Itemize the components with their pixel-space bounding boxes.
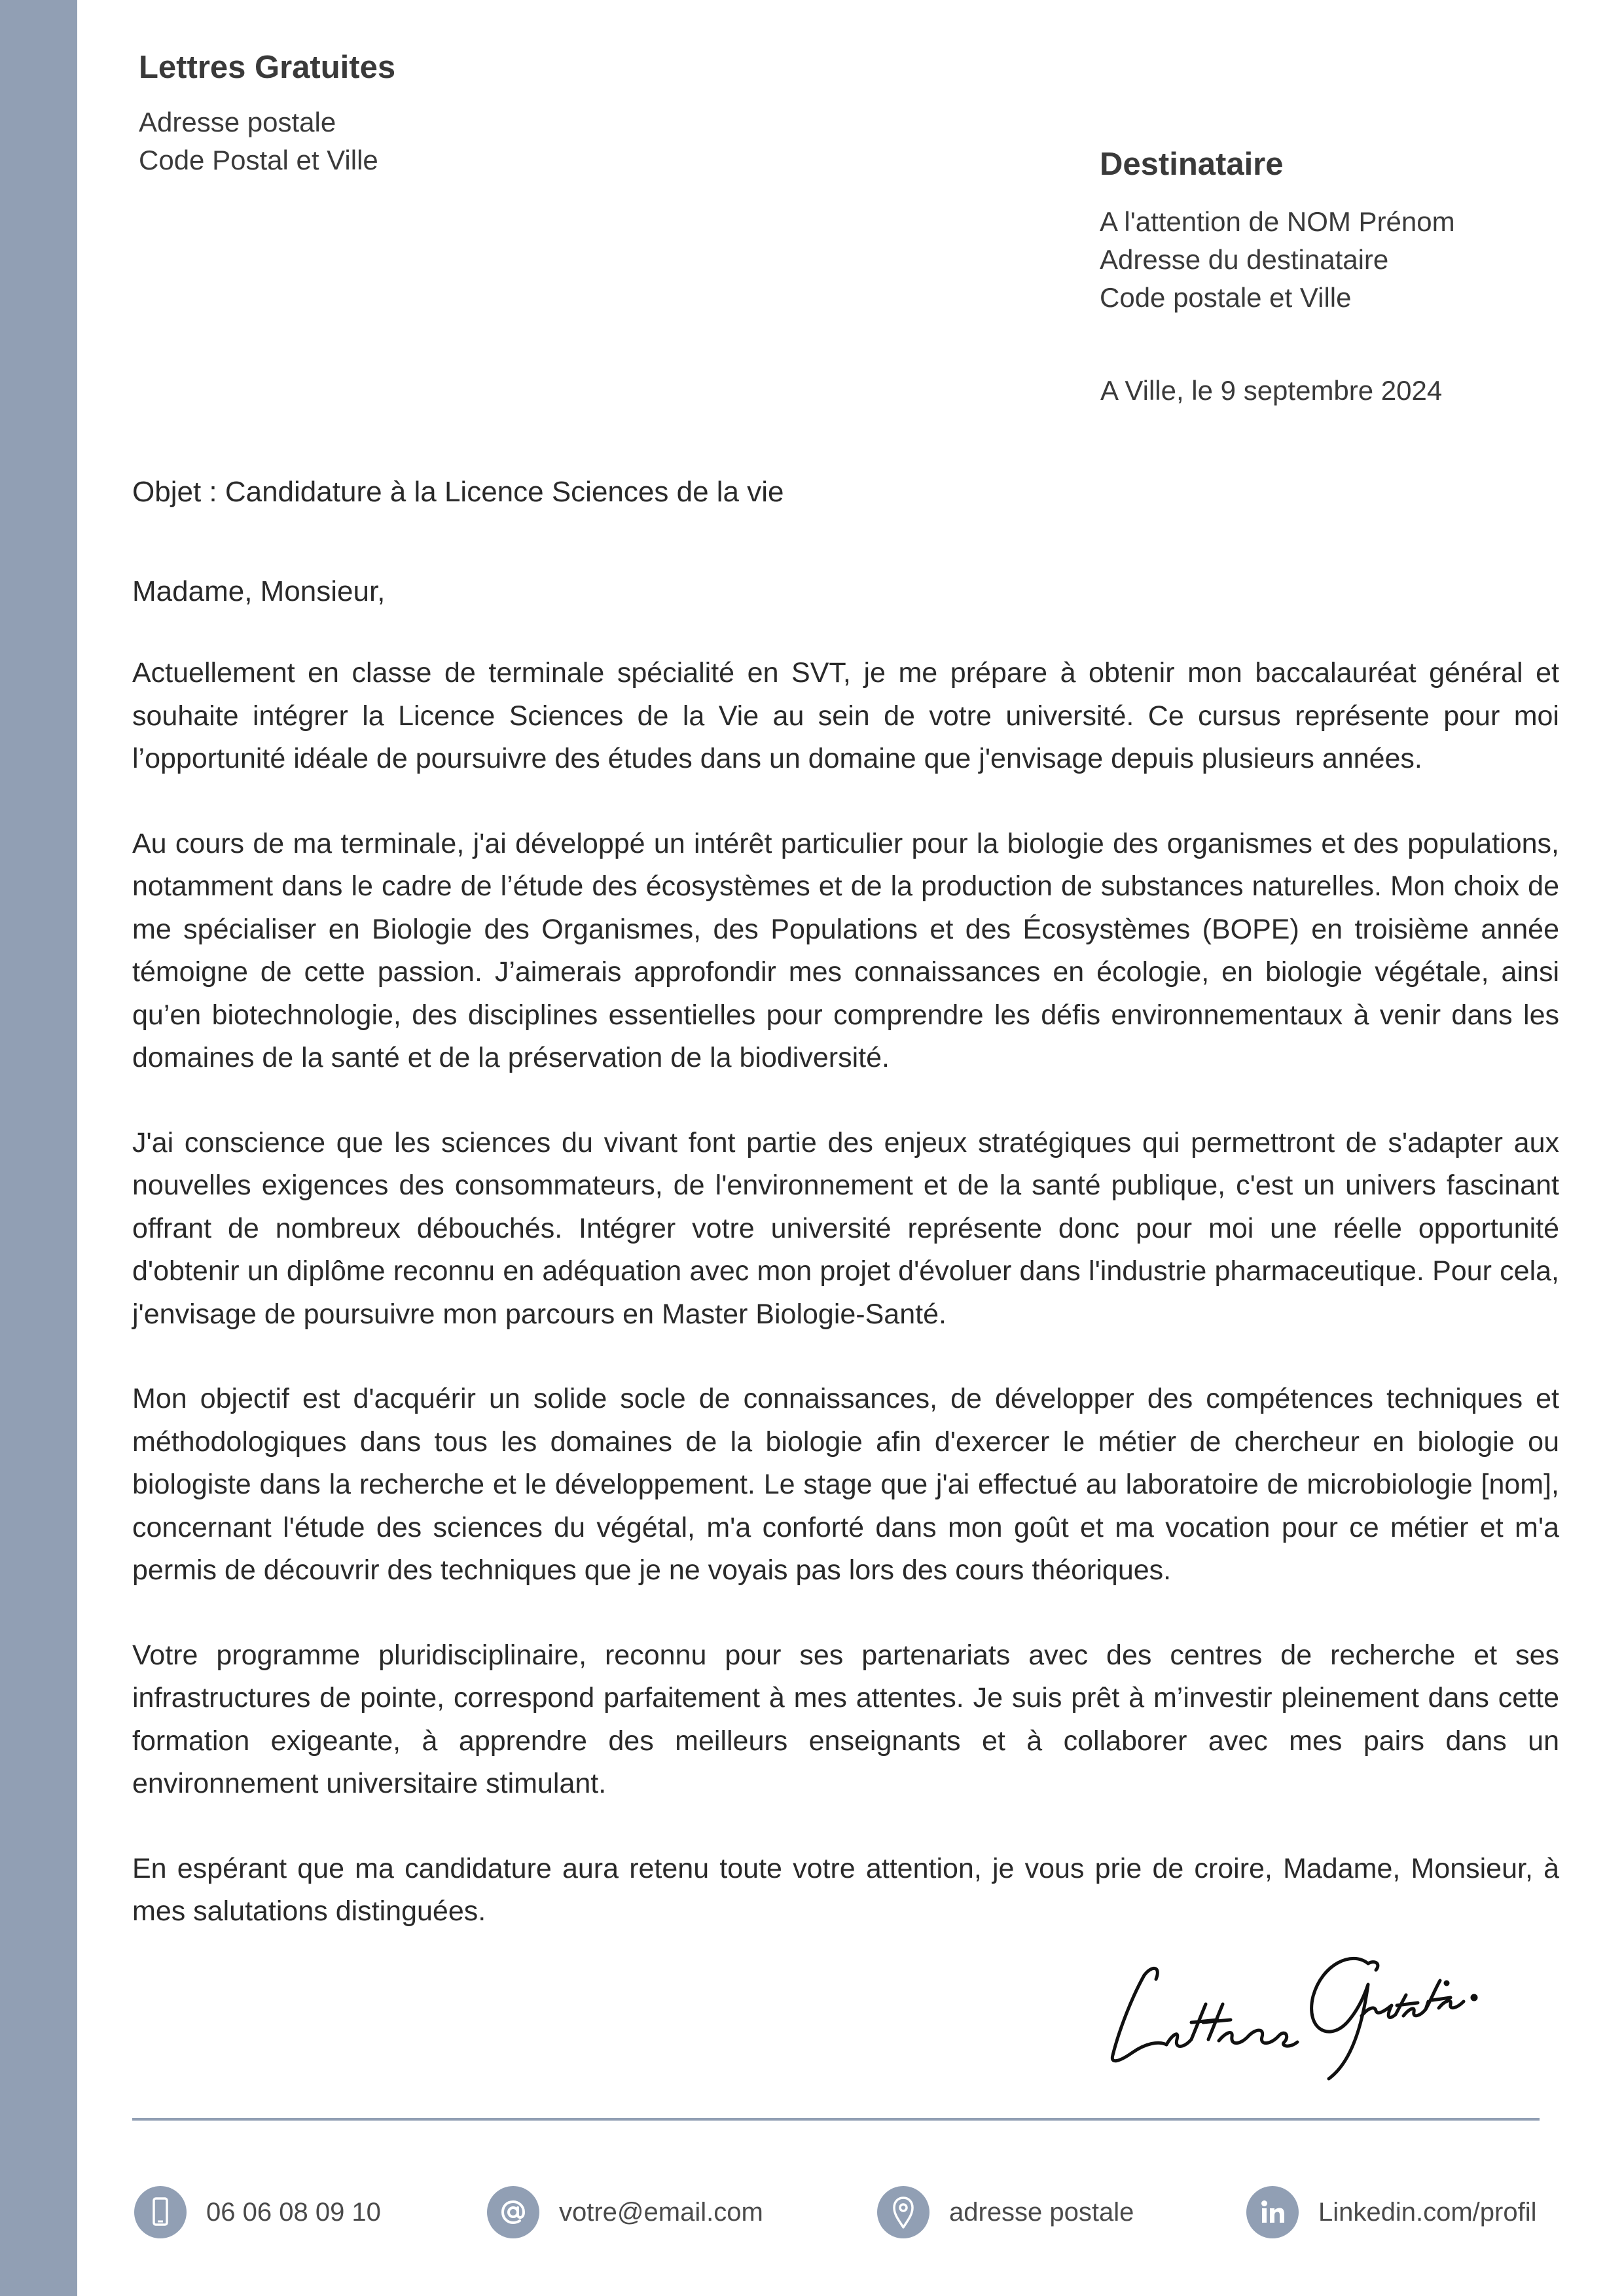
contact-linkedin: [1246, 2186, 1537, 2238]
body-paragraph: Au cours de ma terminale, j'ai développé un intérêt particulier pour la biologie des organismes et des populations, notamment dans le cadre de l’étude des écosystèmes et de la production de substances naturelles. Mon choix de me spécialiser en Biologie des Organismes, des Populations et des Écosystèmes (BOPE) en troisième année témoigne de cette passion. J’aimerais approfondir mes connaissances en écologie, en biologie végétale, ainsi qu’en biotechnologie, des disciplines essentielles pour comprendre les défis environnementaux à venir dans les domaines de la santé et de la préservation de la biodiversité.: [132, 827, 1559, 1073]
letter-subject: Objet : Candidature à la Licence Sciences de la vie: [132, 476, 784, 508]
body-paragraph: Actuellement en classe de terminale spécialité en SVT, je me prépare à obtenir mon baccalauréat général et souhaite intégrer la Licence Sciences de la Vie au sein de votre université. Ce cursus représente pour moi l’opportunité idéale de poursuivre des études dans un domaine que j'envisage depuis plusieurs années.: [132, 657, 1559, 774]
recipient-address: Adresse du destinataire: [1100, 244, 1389, 275]
linkedin-icon: [1246, 2186, 1299, 2238]
letter-date: A Ville, le 9 septembre 2024: [1100, 375, 1443, 406]
recipient-city: Code postale et Ville: [1100, 282, 1352, 313]
linkedin-profile: Linkedin.com/profil: [1318, 2197, 1537, 2227]
phone-number: 06 06 08 09 10: [206, 2197, 381, 2227]
contact-phone: [134, 2186, 381, 2238]
letter-salutation: Madame, Monsieur,: [132, 575, 386, 607]
recipient-attention: A l'attention de NOM Prénom: [1100, 206, 1455, 237]
contact-address: [877, 2186, 1134, 2238]
body-paragraph: Votre programme pluridisciplinaire, reconnu pour ses partenariats avec des centres de recherche et ses infrastructures de pointe, correspond parfaitement à mes attentes. Je suis prêt à m’investir pleinement dans cette formation exigeante, à apprendre des meilleurs enseignants et à collaborer avec mes pairs dans un environnement universitaire stimulant.: [132, 1639, 1559, 1799]
postal-address: adresse postale: [949, 2197, 1134, 2227]
phone-icon: [134, 2186, 187, 2238]
contact-email: [487, 2186, 763, 2238]
sender-city: Code Postal et Ville: [139, 145, 378, 175]
body-paragraph: En espérant que ma candidature aura retenu toute votre attention, je vous prie de croire, Madame, Monsieur, à mes salutations distinguées.: [132, 1852, 1559, 1927]
recipient-title: Destinataire: [1100, 147, 1284, 182]
sender-name: Lettres Gratuites: [139, 50, 396, 85]
at-sign-icon: [487, 2186, 539, 2238]
letter-body: [132, 652, 1559, 1975]
handwritten-signature: [1093, 1924, 1486, 2081]
footer-divider: [132, 2118, 1540, 2121]
side-band: [0, 0, 77, 2296]
body-paragraph: J'ai conscience que les sciences du vivant font partie des enjeux stratégiques qui permettront de s'adapter aux nouvelles exigences des consommateurs, de l'environnement et de la santé publique, c'est un univers fascinant offrant de nombreux débouchés. Intégrer votre université représente donc pour moi une réelle opportunité d'obtenir un diplôme reconnu en adéquation avec mon projet d'évoluer dans l'industrie pharmaceutique. Pour cela, j'envisage de poursuivre mon parcours en Master Biologie-Santé.: [132, 1126, 1559, 1330]
body-paragraph: Mon objectif est d'acquérir un solide socle de connaissances, de développer des compétences techniques et méthodologiques dans tous les domaines de la biologie afin d'exercer le métier de chercheur en biologie ou biologiste dans la recherche et le développement. Le stage que j'ai effectué au laboratoire de microbiologie [nom], concernant l'étude des sciences du végétal, m'a conforté dans mon goût et ma vocation pour ce métier et m'a permis de découvrir des techniques que je ne voyais pas lors des cours théoriques.: [132, 1383, 1559, 1586]
location-pin-icon: [877, 2186, 929, 2238]
sender-block: [139, 46, 728, 179]
recipient-block: [1100, 143, 1571, 317]
email-address: votre@email.com: [559, 2197, 763, 2227]
sender-address: Adresse postale: [139, 107, 336, 137]
